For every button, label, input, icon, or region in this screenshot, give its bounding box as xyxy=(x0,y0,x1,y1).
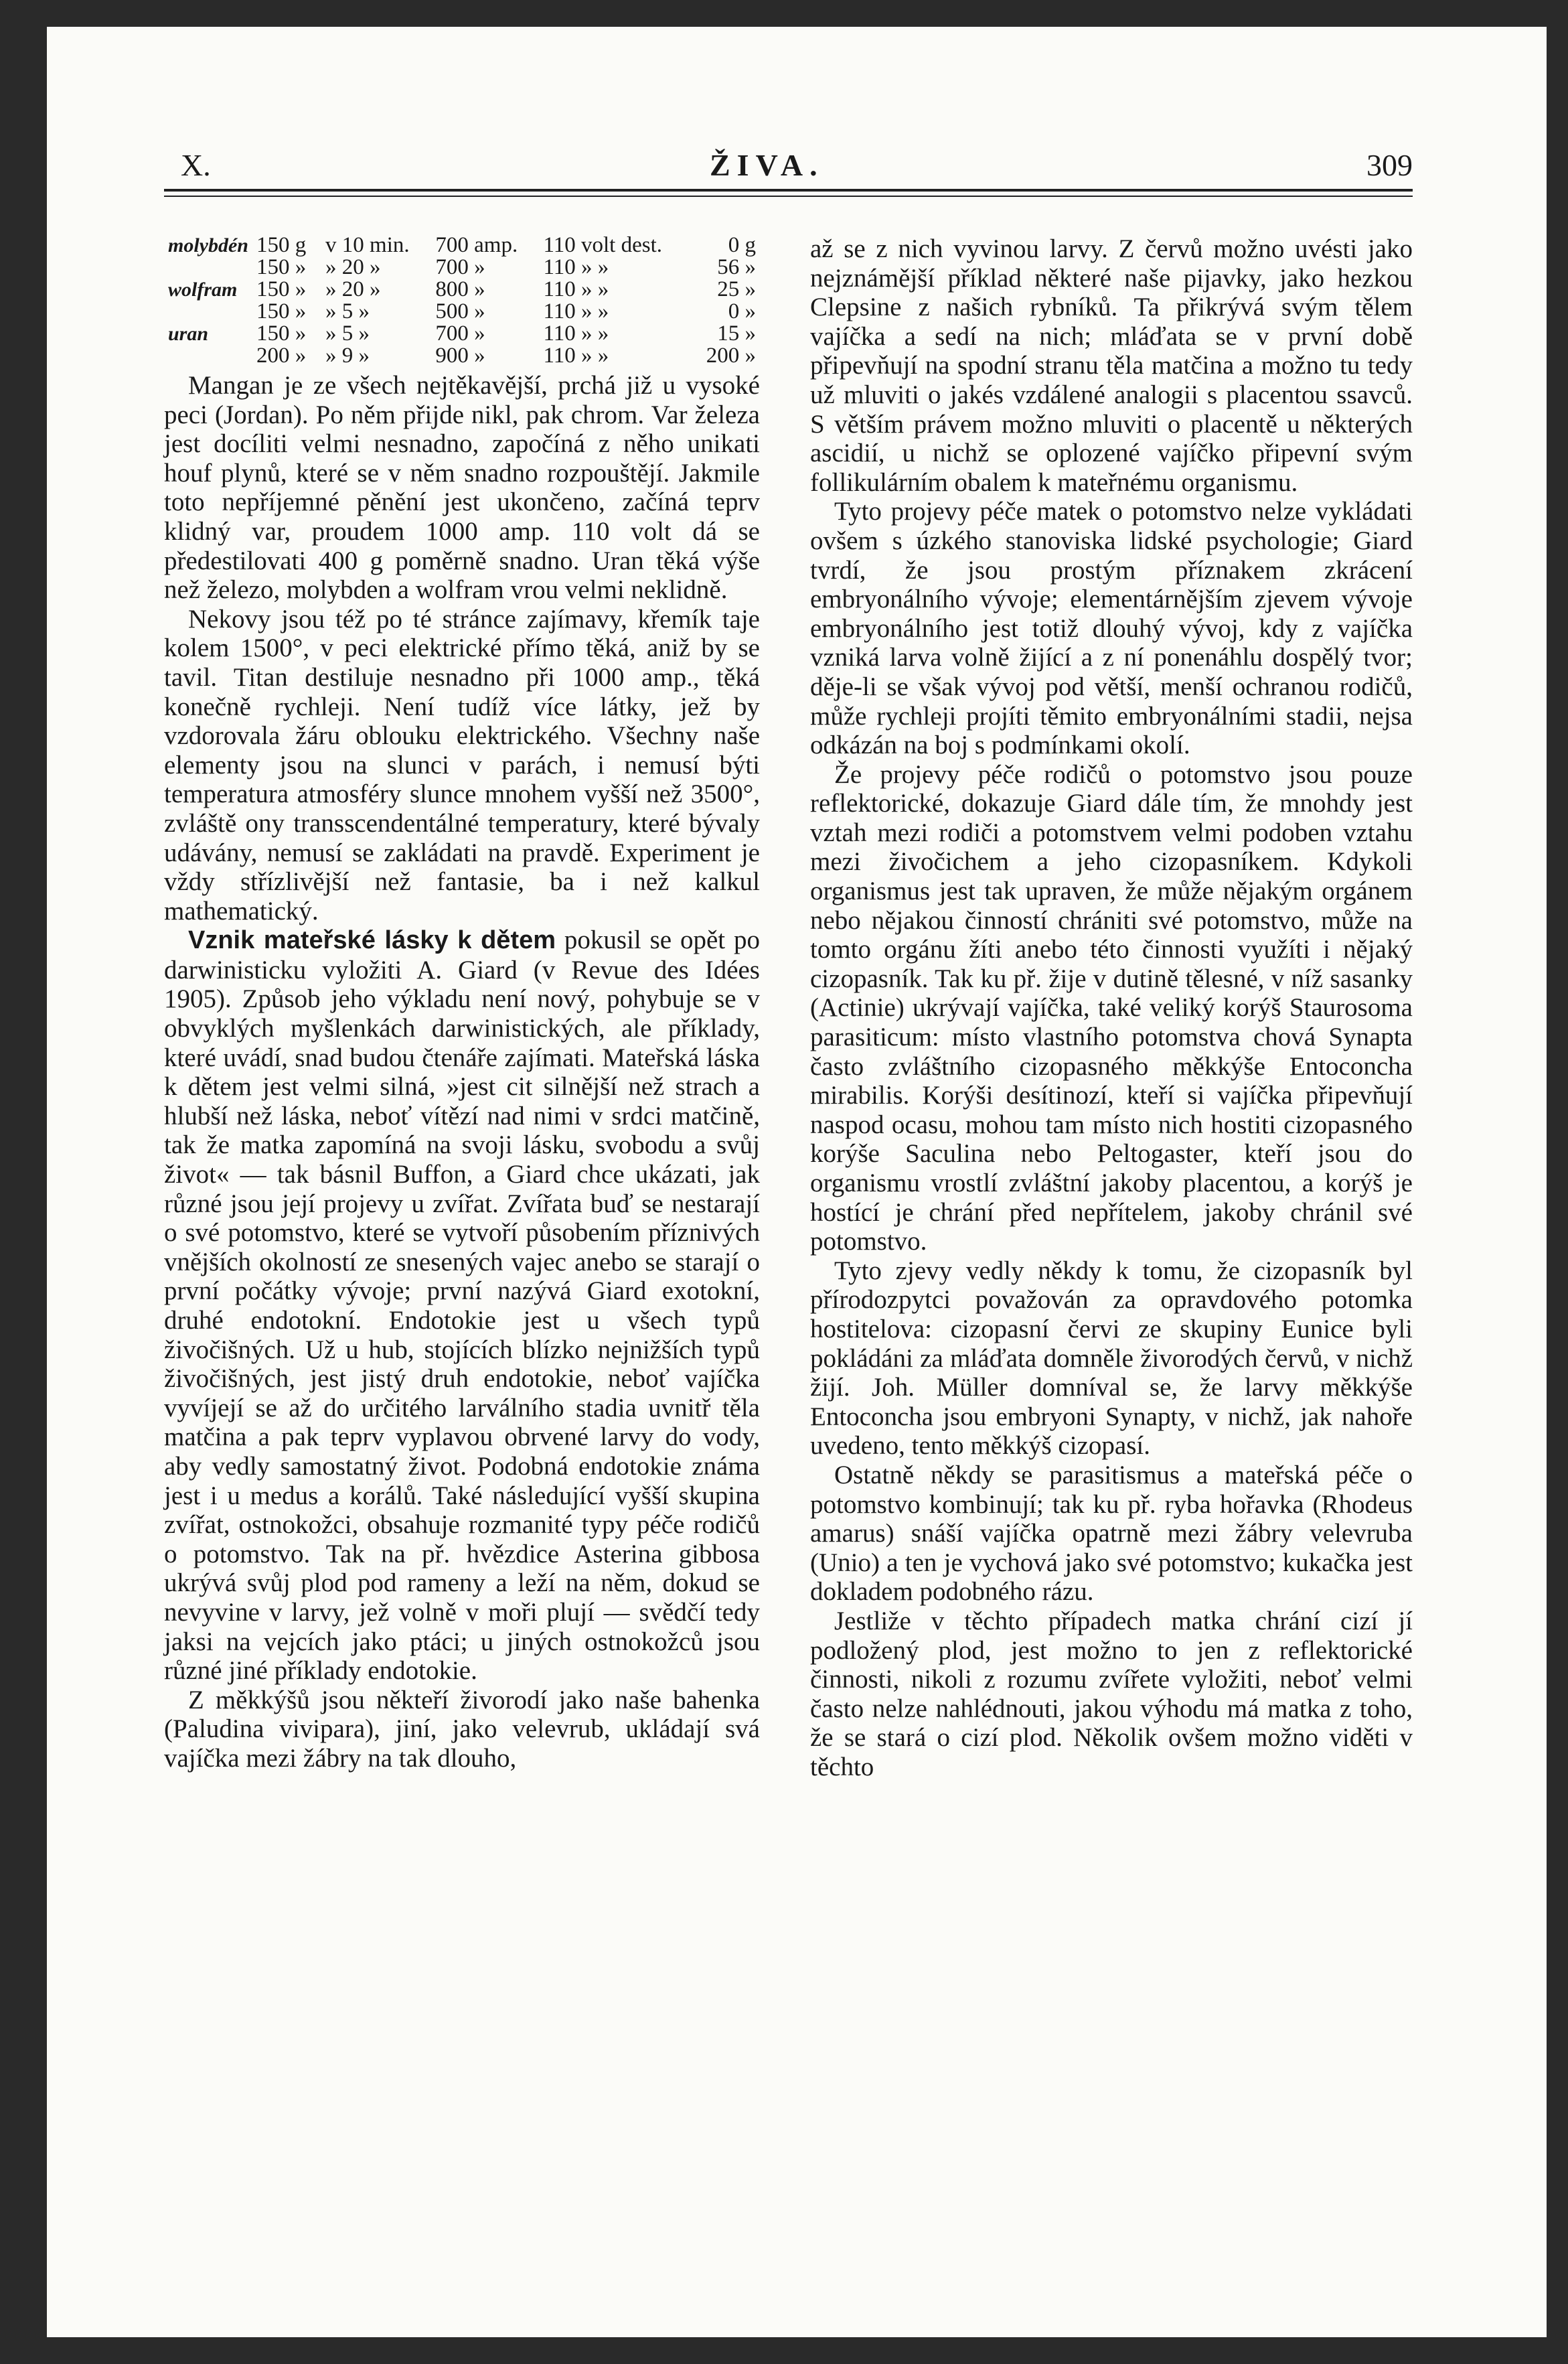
table-cell-amp: 700 » xyxy=(435,321,485,346)
table-cell-res: 56 » xyxy=(717,255,756,279)
table-cell-volt: 110 » » xyxy=(543,255,609,279)
table-cell-g: 150 » xyxy=(256,299,307,323)
paragraph: Z měkkýšů jsou někteří živorodí jako naše bahenka (Paludina vivipara), jiní, jako velevrub, ukládají svá vajíčka mezi žábry na tak dlouho, xyxy=(164,1685,760,1773)
header-rule xyxy=(164,189,1413,192)
right-column xyxy=(810,234,1413,1781)
table-cell-res: 0 g xyxy=(728,233,756,257)
table-cell-res: 200 » xyxy=(706,344,756,368)
volume-number: X. xyxy=(181,148,211,182)
table-cell-metal: wolfram xyxy=(168,279,238,301)
paragraph: Ostatně někdy se parasitismus a mateřská péče o potomstvo kombinují; tak ku př. ryba hořavka (Rhodeus amarus) snáší vajíčka opatrně mezi žábry velevruba (Unio) a ten je vychová jako své potomstvo; kukačka jest dokladem podobného rázu. xyxy=(810,1460,1413,1607)
paragraph xyxy=(164,926,760,1685)
table-cell-metal xyxy=(164,301,252,323)
table-cell-g: 150 » xyxy=(256,255,307,279)
table-cell-g: 150 » xyxy=(256,321,307,346)
paragraph: Tyto zjevy vedly někdy k tomu, že cizopasník byl přírodozpytci považován za opravdového potomka hostitelova: cizopasní červi ze skupiny Eunice byli pokládáni za mláďata domněle živorodých červů, v nichž žijí. Joh. Müller domníval se, že larvy měkkýše Entoconcha jsou embryoni Synapty, v nichž, jak nahoře uvedeno, tento měkkýš cizopasí. xyxy=(810,1256,1413,1461)
table-cell-volt: 110 » » xyxy=(543,321,609,346)
table-cell-time: » 20 » xyxy=(325,255,381,279)
header-rule-thin xyxy=(164,196,1413,197)
table-cell-metal: molybdén xyxy=(168,234,248,256)
table-cell-g: 200 » xyxy=(256,344,307,368)
table-cell-amp: 900 » xyxy=(435,344,485,368)
table-cell-time: » 9 » xyxy=(325,344,370,368)
page-number: 309 xyxy=(1366,148,1413,182)
table-cell-res: 0 » xyxy=(728,299,756,323)
paragraph: Jestliže v těchto případech matka chrání cizí jí podložený plod, jest možno to jen z reflektorické činnosti, nikoli z rozumu zvířete vyložiti, neboť velmi často nelze nahlédnouti, jakou výhodu má matka z toho, že se stará o cizí plod. Několik ovšem možno viděti v těchto xyxy=(810,1606,1413,1781)
table-cell-volt: 110 » » xyxy=(543,344,609,368)
table-cell-g: 150 » xyxy=(256,277,307,301)
table-cell-amp: 500 » xyxy=(435,299,485,323)
table-cell-volt: 110 » » xyxy=(543,299,609,323)
magazine-title: ŽIVA. xyxy=(710,148,824,182)
table-cell-volt: 110 volt dest. xyxy=(543,233,663,257)
table-row xyxy=(164,323,760,345)
table-cell-time: » 5 » xyxy=(325,299,370,323)
table-cell-time: » 20 » xyxy=(325,277,381,301)
table-row xyxy=(164,256,760,279)
table-row xyxy=(164,279,760,301)
table-cell-amp: 700 amp. xyxy=(435,233,518,257)
paragraph: Mangan je ze všech nejtěkavější, prchá již u vysoké peci (Jordan). Po něm přijde nikl, pak chrom. Var železa jest docíliti velmi nesnadno, započíná z něho unikati houf plynů, které se v něm snadno rozpouštějí. Jakmile toto nepříjemné pěnění jest ukončeno, začíná teprv klidný var, proudem 1000 amp. 110 volt dá se předestilovati 400 g poměrně snadno. Uran těká výše než železo, molybden a wolfram vrou velmi neklidně. xyxy=(164,371,760,605)
table-cell-metal: uran xyxy=(168,323,209,345)
table-cell-time: v 10 min. xyxy=(325,233,410,257)
distillation-table xyxy=(164,234,760,367)
left-column xyxy=(164,234,760,1773)
table-row xyxy=(164,345,760,367)
paragraph: až se z nich vyvinou larvy. Z červů možno uvésti jako nejznámější příklad některé naše pijavky, jako hezkou Clepsine z našich rybníků. Ta přikrývá svým tělem vajíčka a sedí na nich; mláďata se v první době připevňují na spodní stranu těla matčina a možno tu tedy už mluviti o jakés vzdálené analogii s placentou ssavců. S větším právem možno mluviti o placentě u některých ascidií, u nichž se oplozené vajíčko připevní svým follikulárním obalem k mateřnému organismu. xyxy=(810,234,1413,497)
page-header xyxy=(181,134,1413,188)
paragraph-text: pokusil se opět po darwinisticku vyložiti A. Giard (v Revue des Idées 1905). Způsob jeho výkladu není nový, pohybuje se v obvyklých myšlenkách darwinistických, ale příklady, které uvádí, snad budou čtenáře zajímati. Mateřská láska k dětem jest velmi silná, »jest cit silnější než strach a hlubší než láska, neboť vítězí nad nimi v srdci matčině, tak že matka zapomíná na svoji lásku, svobodu a svůj život« — tak básnil Buffon, a Giard chce ukázati, jak různé jsou její projevy u zvířat. Zvířata buď se nestarají o své potomstvo, které se vytvoří působením příznivých vnějších okolností ze snesených vajec anebo se starají o první počátky vývoje; první nazývá Giard exotokní, druhé endotokní. Endotokie jest u všech typů živočišných. Už u hub, stojících blízko nejnižších typů živočišných, jest jistý druh endotokie, neboť vajíčka vyvíjejí se až do určitého larválního stadia uvnitř těla matčina a pak teprv vyplavou obrvené larvy do vody, aby vedly samostatný život. Podobná endotokie známa jest i u medus a korálů. Také následující vyšší skupina zvířat, ostnokožci, obsahuje rozmanité typy péče rodičů o potomstvo. Tak na př. hvězdice Asterina gibbosa ukrývá svůj plod pod rameny a leží na něm, dokud se nevyvine v larvy, jež volně v moři plují — svědčí tedy jaksi na vejcích jako ptáci; u jiných ostnokožců jsou různé jiné příklady endotokie. xyxy=(164,926,761,1686)
table-cell-metal xyxy=(164,345,252,367)
table-cell-time: » 5 » xyxy=(325,321,370,346)
table-cell-volt: 110 » » xyxy=(543,277,609,301)
paragraph: Tyto projevy péče matek o potomstvo nelze vykládati ovšem s úzkého stanoviska lidské psychologie; Giard tvrdí, že jsou prostým příznakem zkrácení embryonálního vývoje; elementárnějším zjevem vývoje embryonálního jest totiž dlouhý vývoj, kdy z vajíčka vzniká larva volně žijící a z ní ponenáhlu dospělý tvor; děje-li se však vývoj pod větší, menší ochranou rodičů, může rychleji projíti těmito embryonálními stadii, nejsa odkázán na boj s podmínkami okolí. xyxy=(810,497,1413,760)
paragraph: Nekovy jsou též po té stránce zajímavy, křemík taje kolem 1500°, v peci elektrické přímo těká, aniž by se tavil. Titan destiluje nesnadno při 1000 amp., těká konečně rychleji. Není tudíž více látky, jež by vzdorovala žáru oblouku elektrického. Všechny naše elementy jsou na slunci v parách, i nemusí býti temperatura atmosféry slunce mnohem vyšší než 3500°, zvláště ony transscendentálné temperatury, které bývaly udávány, nemusí se zakládati na pravdě. Experiment je vždy střízlivější než fantasie, ba i než kalkul mathematický. xyxy=(164,604,760,926)
table-row xyxy=(164,234,760,256)
table-cell-res: 15 » xyxy=(717,321,756,346)
table-cell-res: 25 » xyxy=(717,277,756,301)
table-row xyxy=(164,301,760,323)
table-cell-g: 150 g xyxy=(256,233,307,257)
table-cell-amp: 800 » xyxy=(435,277,485,301)
paragraph: Že projevy péče rodičů o potomstvo jsou pouze reflektorické, dokazuje Giard dále tím, že mnohdy jest vztah mezi rodiči a potomstvem velmi podoben vztahu mezi živočichem a jeho cizopasníkem. Kdykoli organismus jest tak upraven, že může nějakým orgánem nebo nějakou činností chrániti své potomstvo, může na tomto orgánu žíti anebo této činnosti využíti i nějaký cizopasník. Tak ku př. žije v dutině tělesné, v níž sasanky (Actinie) ukrývají vajíčka, také veliký korýš Staurosoma parasiticum: místo vlastního potomstva chová Synapta často zvláštního cizopasného měkkýše Entoconcha mirabilis. Korýši desítinozí, kteří si vajíčka připevňují naspod ocasu, mohou tam místo nich hostiti cizopasného korýše Saculina nebo Peltogaster, kteří jsou do organismu vrostlí zvláštní jakoby placentou, a korýš je hostící je chrání před nepřítelem, jakoby chránil své potomstvo. xyxy=(810,759,1413,1256)
table-cell-metal xyxy=(164,256,252,279)
section-heading: Vznik mateřské lásky k dětem xyxy=(188,926,556,955)
table-cell-amp: 700 » xyxy=(435,255,485,279)
